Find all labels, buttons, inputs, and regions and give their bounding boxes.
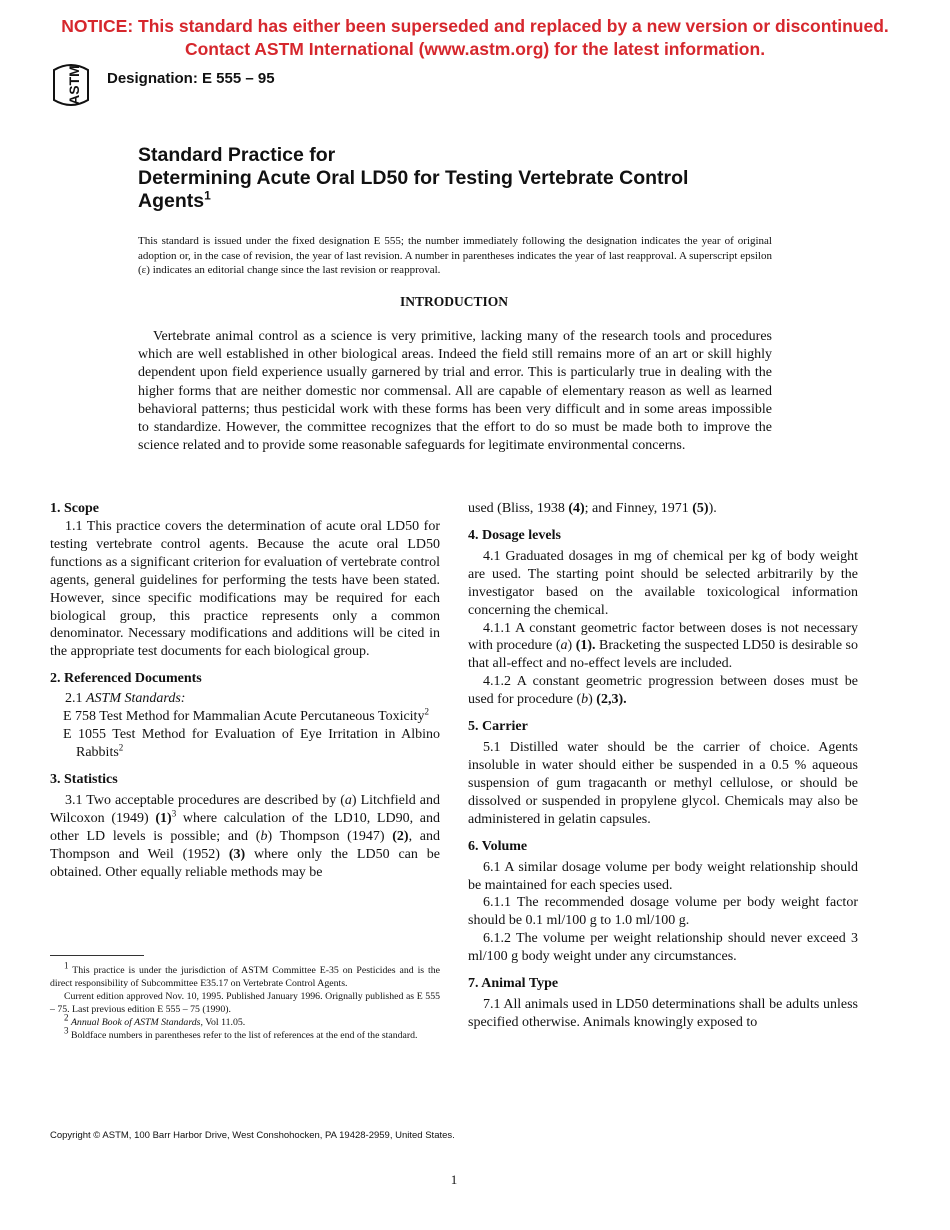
section-1-1: 1.1 This practice covers the determination of acute oral LD50 for testing vertebrate control agents. Because the acute oral LD50 functions as a significant criterion for evaluation of vertebrate control agents, general guidelines for performing the tests have been stated. However, since specific modifications may be required for each biological group, this practice represents only a common denominator. Necessary modifications and additions will be cited in the appropriate test documents for each biological group. bbox=[50, 519, 440, 660]
astm-logo-text: ASTM bbox=[66, 65, 82, 105]
section-6-1-2: 6.1.2 The volume per weight relationship should never exceed 3 ml/100 g body weight under any circumstances. bbox=[468, 931, 858, 965]
title-line-2: Determining Acute Oral LD50 for Testing Vertebrate Control bbox=[138, 167, 689, 189]
designation: Designation: E 555 – 95 bbox=[107, 70, 275, 87]
section-4-1: 4.1 Graduated dosages in mg of chemical per kg of body weight are used. The starting point should be selected arbitrarily by the investigator based on the available toxicological information concerning the chemical. bbox=[468, 548, 858, 618]
section-2-heading: 2. Referenced Documents bbox=[50, 671, 202, 687]
section-3-1: 3.1 Two acceptable procedures are described by (a) Litchfield and Wilcoxon (1949) $(1)^3$ where calculation of the LD10, LD90, and other LD levels is possible; and (b) Thompson (1947) (2), and Thompson and Weil (1952) (3) where only the LD50 can be obtained. Other equally reliable methods may be bbox=[50, 792, 441, 880]
footnotes bbox=[50, 960, 440, 1042]
footnote-1-edition: Current edition approved Nov. 10, 1995. Published January 1996. Orignally published as E 555 – 75. Last previous edition E 555 – 75 (1990). bbox=[50, 990, 440, 1015]
section-6-1: 6.1 A similar dosage volume per body weight relationship should be maintained for each species used. bbox=[468, 859, 858, 893]
section-4-1-2: 4.1.2 A constant geometric progression between doses must be used for procedure (b) (2,3). bbox=[468, 674, 858, 708]
section-3-heading: 3. Statistics bbox=[50, 771, 118, 787]
introduction-heading: INTRODUCTION bbox=[399, 294, 508, 309]
section-1-heading: 1. Scope bbox=[50, 501, 99, 516]
section-7-1: 7.1 All animals used in LD50 determinations shall be adults unless specified otherwise. Animals knowingly exposed to bbox=[468, 997, 858, 1030]
right-column bbox=[468, 500, 858, 1032]
reference-e758: E 758 Test Method for Mammalian Acute Percutaneous Toxicity$^2$ bbox=[63, 706, 429, 725]
left-column bbox=[50, 500, 440, 881]
section-4-heading: 4. Dosage levels bbox=[468, 527, 561, 543]
title-footnote-ref: 1 bbox=[204, 188, 211, 203]
footnote-3: $^3$ Boldface numbers in parentheses refer to the list of references at the end of the standard. bbox=[64, 1025, 418, 1041]
notice-line-2: Contact ASTM International (www.astm.org) for the latest information. bbox=[184, 39, 766, 59]
footnote-divider bbox=[50, 955, 144, 956]
section-5-heading: 5. Carrier bbox=[468, 719, 528, 735]
notice-line-1: NOTICE: This standard has either been superseded and replaced by a new version or discontinued. bbox=[61, 16, 889, 36]
section-4-1-1: 4.1.1 A constant geometric factor between doses is not necessary with procedure (a) (1). Bracketing the suspected LD50 is desirable so that all-effect and no-effect levels are included. bbox=[468, 620, 858, 672]
title-line-1: Standard Practice for bbox=[138, 144, 336, 166]
section-5-1: 5.1 Distilled water should be the carrier of choice. Agents insoluble in water should either be suspended in a 0.5 % aqueous suspension of gum tragacanth or methyl cellulose, or should be dissolved or suspended in propylene glycol. Chemicals may also be administered in gelatin capsules. bbox=[468, 740, 858, 827]
section-3-1-continued: used (Bliss, 1938 (4); and Finney, 1971 (5)). bbox=[468, 501, 717, 516]
footnote-2: $^2$ Annual Book of ASTM Standards, Vol 11.05. bbox=[64, 1012, 246, 1028]
section-7-heading: 7. Animal Type bbox=[468, 976, 559, 992]
astm-logo bbox=[48, 60, 94, 110]
section-6-heading: 6. Volume bbox=[468, 838, 528, 854]
reference-e1055: E 1055 Test Method for Evaluation of Eye Irritation in Albino Rabbits$^2$ bbox=[63, 727, 440, 760]
copyright-line: Copyright © ASTM, 100 Barr Harbor Drive, West Conshohocken, PA 19428-2959, United States. bbox=[50, 1130, 455, 1141]
footnote-1: $^1$ This practice is under the jurisdiction of ASTM Committee E-35 on Pesticides and is the direct responsibility of Subcommittee E35.17 on Vertebrate Control Agents. bbox=[50, 960, 440, 989]
introduction-text: Vertebrate animal control as a science is very primitive, lacking many of the research tools and procedures which are well established in other biological areas. Indeed the field still remains more of an art or skill highly dependent upon field experience usually garnered by trial and error. This is particularly true in dealing with the higher forms that are neither domestic nor commensal. All are capable of elementary reason as well as learned behavioral patterns; thus pesticidal work with these forms has been very difficult and in some areas impossible to standardize. However, the committee recognizes that the effort to do so must be made both to improve the science related and to provide some reasonable safeguards for legitimate environmental concerns. bbox=[138, 329, 772, 454]
page-number: 1 bbox=[450, 1172, 458, 1187]
issuance-note: This standard is issued under the fixed designation E 555; the number immediately following the designation indicates the year of original adoption or, in the case of revision, the year of last revision. A number in parentheses indicates the year of last reapproval. A superscript epsilon (ε) indicates an editorial change since the last revision or reapproval. bbox=[138, 235, 772, 276]
title-line-3: Agents$^1$ bbox=[138, 188, 211, 212]
section-2-1: 2.1 ASTM Standards: bbox=[65, 691, 186, 707]
document-title bbox=[138, 144, 818, 213]
section-6-1-1: 6.1.1 The recommended dosage volume per body weight factor should be 0.1 ml/100 g to 1.0 ml/100 g. bbox=[468, 895, 858, 929]
notice-banner bbox=[0, 15, 950, 61]
